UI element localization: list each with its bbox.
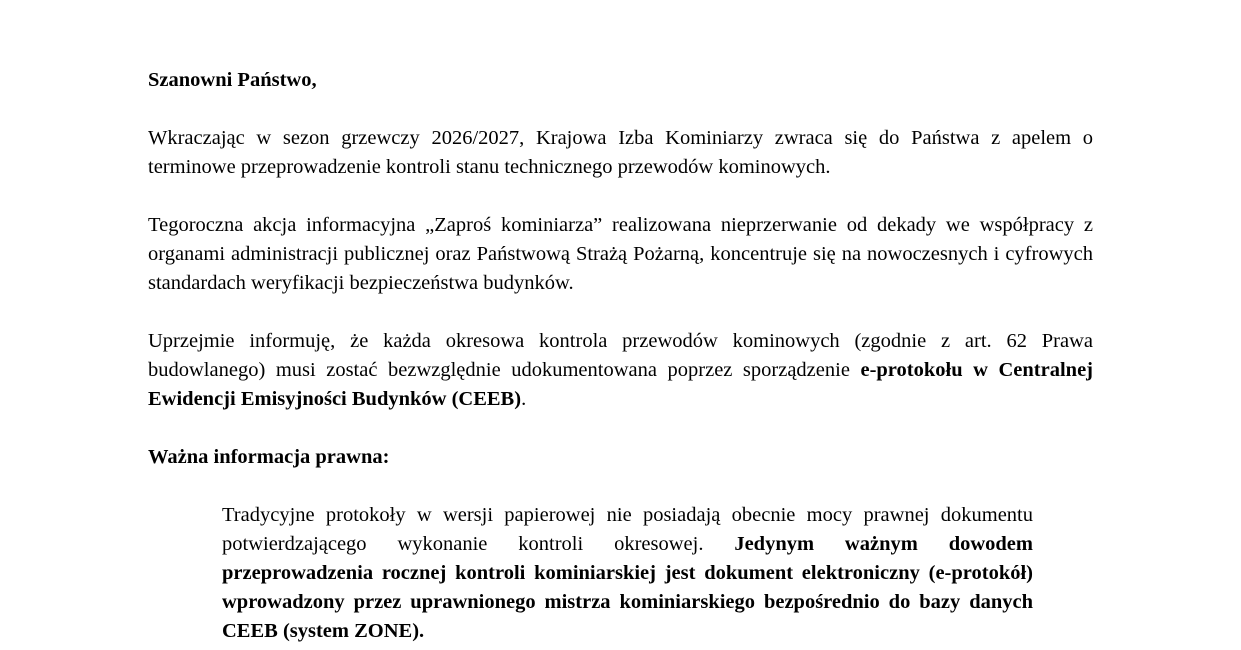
letter-body <box>148 66 1093 646</box>
paragraph-ceeb-emphasis: e-protokołu w Centralnej Ewidencji Emisyjności Budynków (CEEB) <box>148 359 1093 410</box>
legal-heading: Ważna informacja prawna: <box>148 446 390 468</box>
paragraph-ceeb-text: Uprzejmie informuję, że każda okresowa kontrola przewodów kominowych (zgodnie z art. 62 Prawa budowlanego) musi zostać bezwzględnie udokumentowana poprzez sporządzenie <box>148 330 1093 381</box>
legal-notice-text: Tradycyjne protokoły w wersji papierowej nie posiadają obecnie mocy prawnej dokumentu potwierdzającego wykonanie kontroli okresowej. <box>222 504 1033 555</box>
paragraph-season-appeal: Wkraczając w sezon grzewczy 2026/2027, Krajowa Izba Kominiarzy zwraca się do Państwa z apelem o terminowe przeprowadzenie kontroli stanu technicznego przewodów kominowych. <box>148 127 1093 178</box>
paragraph-ceeb-end: . <box>521 388 527 410</box>
salutation: Szanowni Państwo, <box>148 69 317 91</box>
paragraph-campaign-info: Tegoroczna akcja informacyjna „Zaproś kominiarza” realizowana nieprzerwanie od dekady we współpracy z organami administracji publicznej oraz Państwową Strażą Pożarną, koncentruje się na nowoczesnych i cyfrowych standardach weryfikacji bezpieczeństwa budynków. <box>148 214 1093 294</box>
paragraph-ceeb-requirement <box>148 327 1093 414</box>
legal-notice-emphasis: Jedynym ważnym dowodem przeprowadzenia rocznej kontroli kominiarskiej jest dokument elektroniczny (e-protokół) wprowadzony przez uprawnionego mistrza kominiarskiego bezpośrednio do bazy danych CEEB (system ZONE). <box>222 533 1033 642</box>
legal-notice <box>222 501 1033 646</box>
